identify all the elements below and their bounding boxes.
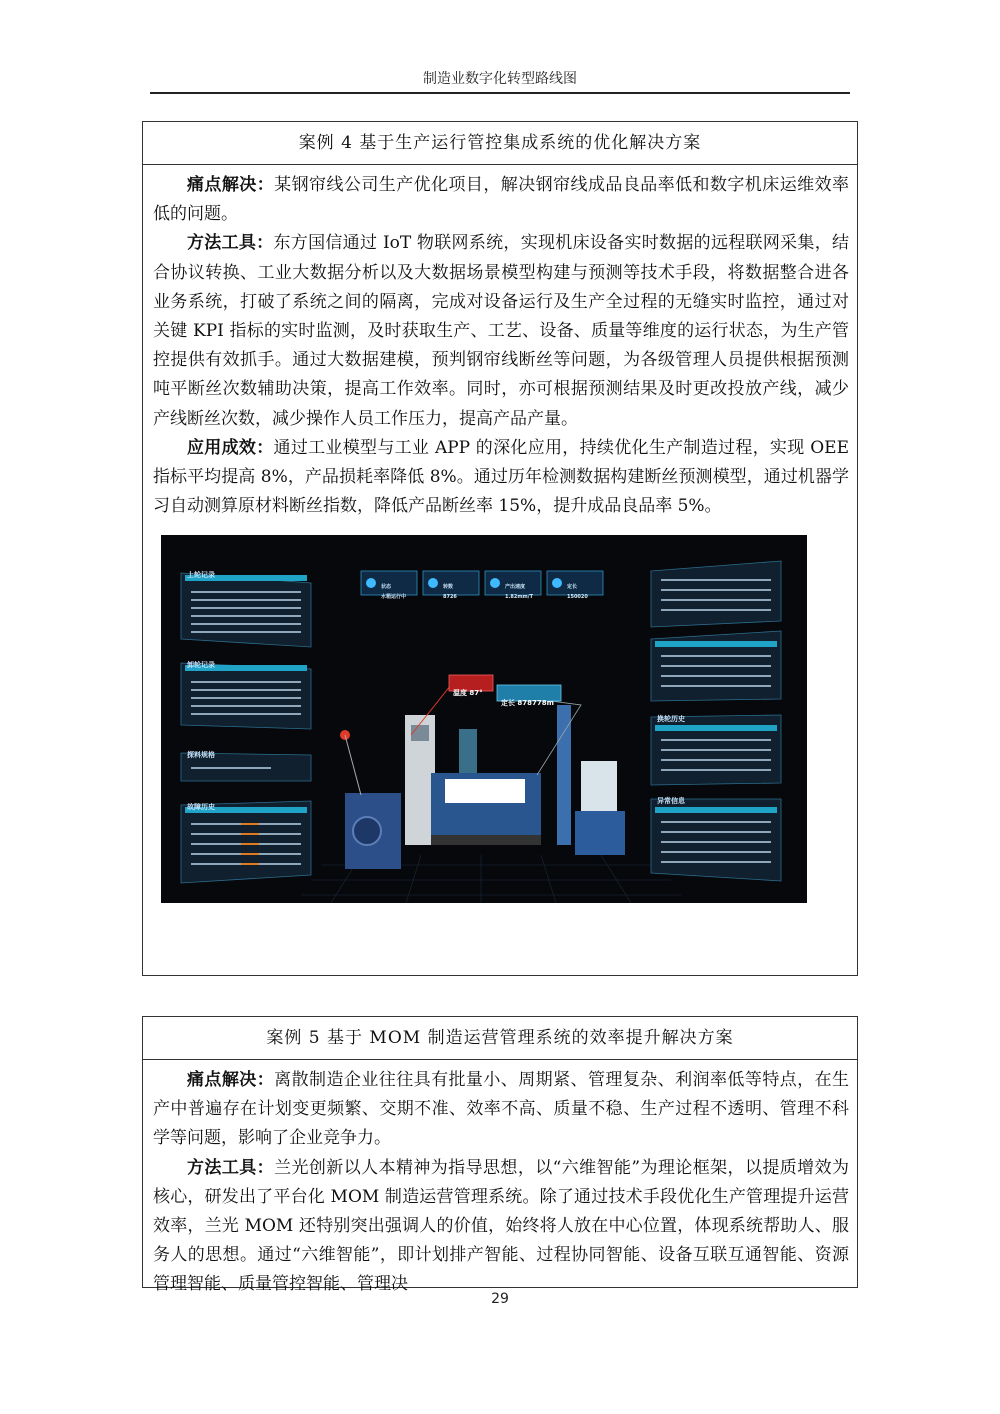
case-4-title: 案例 4 基于生产运行管控集成系统的优化解决方案 xyxy=(143,122,857,165)
pain-label: 痛点解决： xyxy=(187,1070,275,1090)
method-label: 方法工具： xyxy=(187,1157,275,1178)
case-4-box xyxy=(142,121,858,976)
panel-label-change-history: 换轮历史 xyxy=(657,715,685,724)
panel-label-abnormal-info: 异常信息 xyxy=(657,797,685,806)
method-text: 东方国信通过 IoT 物联网系统，实现机床设备实时数据的远程联网采集，结合协议转换、工业大数据分析以及大数据场景模型构建与预测等技术手段，将数据整合进各业务系统，打破了系统之间的隔离，完成对设备运行及生产全过程的无缝实时监控，通过对关键 KPI 指标的实时监测，及时获取生产、工艺、设备、质量等维度的运行状态，为生产管控提供有效抓手。通过大数据建模，预判钢帘线断丝等问题，为各级管理人员提供根据预测吨平断丝次数辅助决策，提高工作效率。同时，亦可根据预测结果及时更改投放产线，减少产线断丝次数，减少操作人员工作压力，提高产品产量。 xyxy=(153,233,849,429)
pain-label: 痛点解决： xyxy=(187,175,275,195)
case-4-body xyxy=(143,165,857,903)
panel-label-unloading-record: 卸轮记录 xyxy=(187,661,215,670)
panel-label-material-spec: 探料规格 xyxy=(187,751,215,760)
kpi-value-length: 150020 xyxy=(567,594,588,601)
pain-text: 某钢帘线公司生产优化项目，解决钢帘线成品良品率低和数字机床运维效率低的问题。 xyxy=(153,175,850,225)
case-5-method-paragraph xyxy=(153,1154,849,1300)
method-label: 方法工具： xyxy=(187,233,274,254)
dashboard-graphic xyxy=(161,535,807,903)
temperature-tag: 温度 87° xyxy=(453,689,483,698)
kpi-value-speed: 1.82mm/T xyxy=(505,594,533,601)
kpi-value-status: 水箱运行中 xyxy=(381,594,407,601)
result-label: 应用成效： xyxy=(187,437,274,458)
monitoring-dashboard-figure xyxy=(161,535,807,903)
kpi-label-speed: 产出速度 xyxy=(505,584,526,591)
page-number: 29 xyxy=(491,1291,509,1307)
case-4-result-paragraph xyxy=(153,434,849,522)
case-5-pain-paragraph xyxy=(153,1066,849,1154)
case-4-pain-paragraph xyxy=(153,171,849,229)
pain-text: 离散制造企业往往具有批量小、周期紧、管理复杂、利润率低等特点，在生产中普遍存在计划变更频繁、交期不准、效率不高、质量不稳、生产过程不透明、管理不科学等问题，影响了企业竞争力。 xyxy=(153,1070,850,1149)
kpi-label-status: 状态 xyxy=(381,584,392,591)
result-text: 通过工业模型与工业 APP 的深化应用，持续优化生产制造过程，实现 OEE 指标平均提高 8%，产品损耗率降低 8%。通过历年检测数据构建断丝预测模型，通过机器学习自动测算原材料断丝指数，降低产品断丝率 15%，提升成品良品率 5%。 xyxy=(153,437,850,517)
method-text: 兰光创新以人本精神为指导思想，以“六维智能”为理论框架，以提质增效为核心，研发出了平台化 MOM 制造运营管理系统。除了通过技术手段优化生产管理提升运营效率，兰光 MOM 还特别突出强调人的价值，始终将人放在中心位置，体现系统帮助人、服务人的思想。通过“六维智能”，即计划排产智能、过程协同智能、设备互联互通智能、资源管理智能、质量管控智能、管理决 xyxy=(153,1157,849,1295)
case-5-box xyxy=(142,1016,858,1295)
kpi-value-revolutions: 8726 xyxy=(443,594,457,601)
running-header: 制造业数字化转型路线图 xyxy=(423,71,577,87)
case-4-method-paragraph xyxy=(153,229,849,433)
panel-label-loading-record: 上轮记录 xyxy=(187,571,215,580)
case-5-body xyxy=(143,1060,857,1300)
header-rule xyxy=(150,92,850,94)
panel-label-fault-history: 故障历史 xyxy=(187,803,215,812)
kpi-label-revolutions: 转数 xyxy=(443,584,454,591)
length-tag: 定长 878778m xyxy=(501,699,554,708)
kpi-label-length: 定长 xyxy=(567,584,578,591)
case-5-title: 案例 5 基于 MOM 制造运营管理系统的效率提升解决方案 xyxy=(143,1017,857,1060)
